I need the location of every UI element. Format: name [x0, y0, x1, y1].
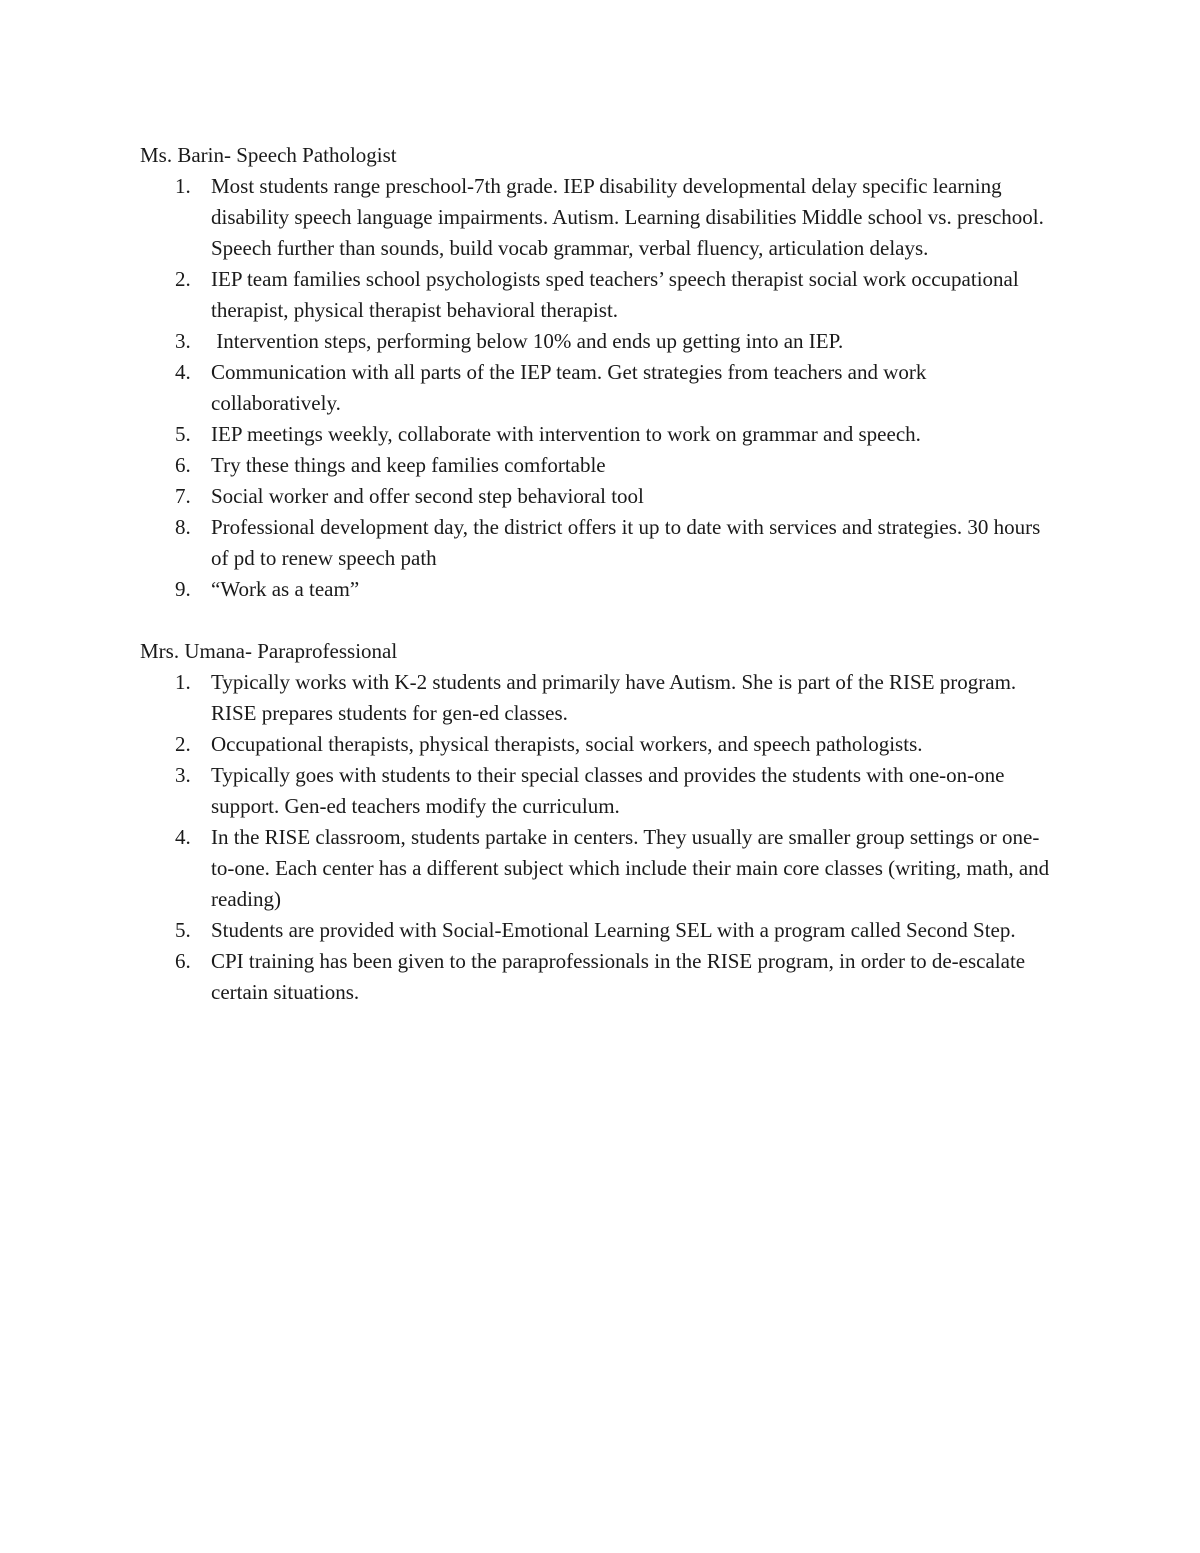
list-item [140, 450, 1060, 481]
list-item-text: Typically goes with students to their special classes and provides the students with one-on-one support. Gen-ed teachers modify the curriculum. [211, 763, 1005, 818]
list-item [140, 822, 1060, 915]
list-item-text: CPI training has been given to the paraprofessionals in the RISE program, in order to de-escalate certain situations. [211, 949, 1026, 1004]
list-number: 9. [175, 577, 191, 601]
list-item [140, 419, 1060, 450]
list-item-text: IEP team families school psychologists sped teachers’ speech therapist social work occupational therapist, physical therapist behavioral therapist. [211, 267, 1019, 322]
list-item [140, 667, 1060, 729]
list-item-text: Typically works with K-2 students and primarily have Autism. She is part of the RISE program. RISE prepares students for gen-ed classes. [211, 670, 1017, 725]
list-item-text: Intervention steps, performing below 10% and ends up getting into an IEP. [211, 329, 844, 353]
list-number: 8. [175, 515, 191, 539]
list-number: 4. [175, 360, 191, 384]
section-title: Mrs. Umana- Paraprofessional [140, 639, 398, 663]
list-number: 5. [175, 422, 191, 446]
list-number: 3. [175, 763, 191, 787]
list-number: 1. [175, 670, 191, 694]
document-body [140, 140, 1060, 1039]
list-item-text: Social worker and offer second step behavioral tool [211, 484, 644, 508]
list-number: 7. [175, 484, 191, 508]
list-item [140, 357, 1060, 419]
list-item-text: Most students range preschool-7th grade. IEP disability developmental delay specific learning disability speech language impairments. Autism. Learning disabilities Middle school vs. preschool. Speech further than sounds, build vocab grammar, verbal fluency, articulation delays. [211, 174, 1044, 260]
list-item [140, 915, 1060, 946]
list-item [140, 171, 1060, 264]
list-item [140, 729, 1060, 760]
list-number: 4. [175, 825, 191, 849]
numbered-list [140, 667, 1060, 1008]
list-item-text: IEP meetings weekly, collaborate with intervention to work on grammar and speech. [211, 422, 921, 446]
list-item [140, 264, 1060, 326]
list-item [140, 946, 1060, 1008]
list-item-text: Professional development day, the district offers it up to date with services and strategies. 30 hours of pd to renew speech path [211, 515, 1041, 570]
numbered-list [140, 171, 1060, 605]
list-number: 2. [175, 732, 191, 756]
section-title: Ms. Barin- Speech Pathologist [140, 143, 397, 167]
list-item [140, 512, 1060, 574]
list-item [140, 574, 1060, 605]
list-item-text: Occupational therapists, physical therapists, social workers, and speech pathologists. [211, 732, 923, 756]
list-number: 3. [175, 329, 191, 353]
list-item [140, 481, 1060, 512]
section-speech-pathologist [140, 140, 1060, 605]
list-number: 2. [175, 267, 191, 291]
list-item-text: In the RISE classroom, students partake in centers. They usually are smaller group settings or one-to-one. Each center has a different subject which include their main core classes (writing, math, and reading) [211, 825, 1050, 911]
list-number: 5. [175, 918, 191, 942]
section-paraprofessional [140, 636, 1060, 1008]
list-number: 6. [175, 453, 191, 477]
list-item [140, 760, 1060, 822]
list-item-text: Students are provided with Social-Emotional Learning SEL with a program called Second Step. [211, 918, 1016, 942]
list-number: 1. [175, 174, 191, 198]
list-item [140, 326, 1060, 357]
list-item-text: Try these things and keep families comfortable [211, 453, 606, 477]
list-item-text: “Work as a team” [211, 577, 360, 601]
list-item-text: Communication with all parts of the IEP team. Get strategies from teachers and work collaboratively. [211, 360, 927, 415]
list-number: 6. [175, 949, 191, 973]
